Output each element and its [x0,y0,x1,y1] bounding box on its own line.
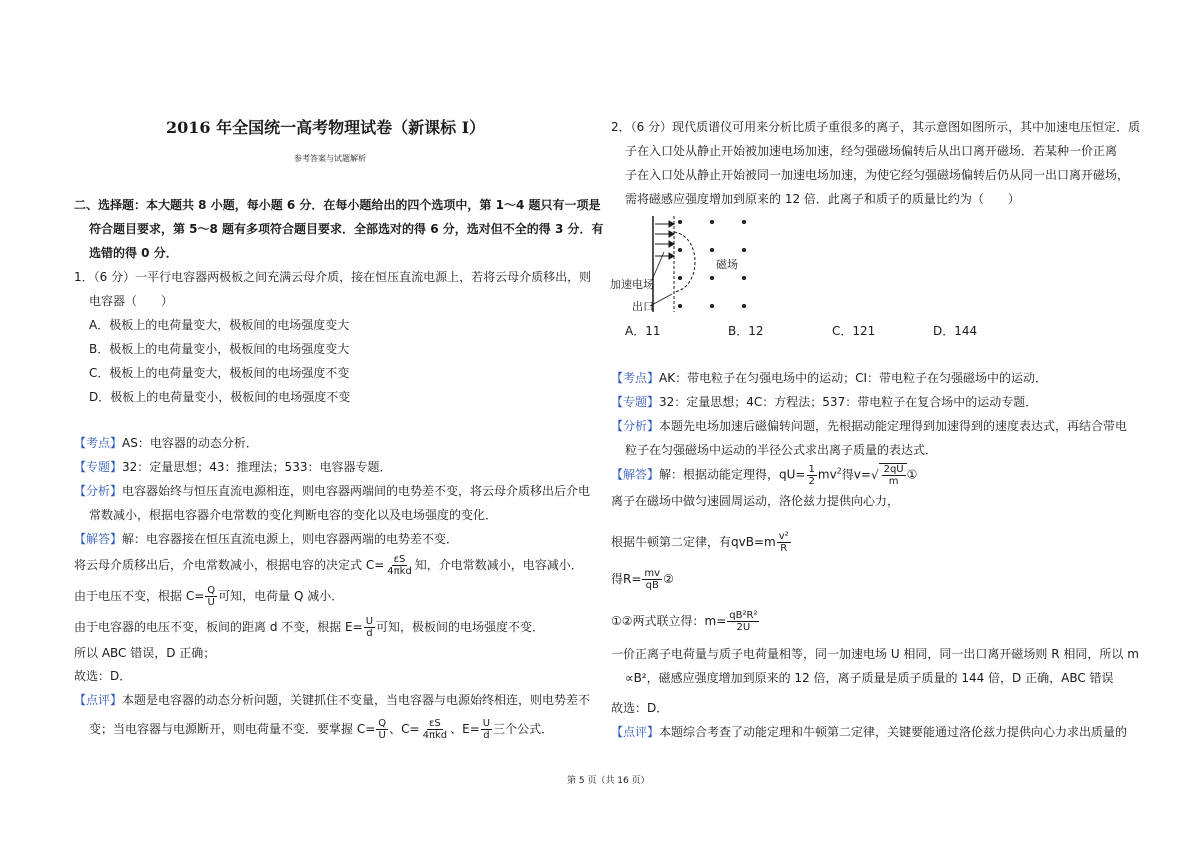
q1-fenxi [74,483,590,499]
q1-zhuanti [74,459,391,475]
jieda-tag: 【解答】 [74,532,123,546]
q1-dianping [74,692,590,708]
fenxi-text: 电容器始终与恒压直流电源相连，则电容器两端间的电势差不变，将云母介质移出后介电 [122,484,591,498]
q1-dianping-line2: 变；当电容器与电源断开，则电荷量不变．要掌握 C= $\frac{Q}{U}$ 、C= $\frac{\varepsilon S}{\text{4πkd}}$ 、E= $\frac{U}{d}$ 三个公式． [89,718,554,741]
q1-stem-line1: 1．（6 分）一平行电容器两极板之间充满云母介质，接在恒压直流电源上，若将云母介质移出，则 [74,270,592,284]
q1-stem-line2: 电容器（ ） [89,294,174,308]
field-arrows [655,221,674,259]
q2-stem-line2: 子在入口处从静止开始被加速电场加速，经匀强磁场偏转后从出口离开磁场．若某种一价正离 [625,144,1118,158]
q2-option-a: A．11 [625,324,661,338]
q2-solution-line5: ①②两式联立得：m= $\frac{\text{qB²R²}}{2U}$ [611,610,758,633]
q1-solution-line4: 所以 ABC 错误，D 正确； [74,646,216,660]
q2-dianping: 【点评】本题综合考查了动能定理和牛顿第二定律，关键要能通过洛伦兹力提供向心力求出质量的 [611,725,1128,739]
dianping-tag: 【点评】 [74,693,123,707]
label-exit: 出口 [632,300,654,313]
section-heading-line1: 二、选择题：本大题共 8 小题，每小题 6 分．在每小题给出的四个选项中，第 1～4 题只有一项是 [74,198,601,212]
u-over-d-formula: $\frac{U}{d}$ [365,616,374,639]
zhuanti-text: 32：定量思想；43：推理法；533：电容器专题． [122,460,392,474]
q2-solution-line3: 根据牛顿第二定律，有qvB=m $\frac{\text{v²}}{R}$ [611,531,789,554]
q2-fenxi-line2: 粒子在匀强磁场中运动的半径公式求出离子质量的表达式． [625,443,938,457]
q2-stem-line1: 2．（6 分）现代质谱仪可用来分析比质子重很多的离子，其示意图如图所示，其中加速电压恒定．质 [611,120,1141,134]
kaodian-text: AS：电容器的动态分析． [122,436,258,450]
q2-jieda: 【解答】解：根据动能定理得，qU= $\frac{1}{2}$ $mv^2$得v=√ $\frac{2qU}{m}$ ① [611,463,918,487]
dianping-text: 本题是电容器的动态分析问题，关键抓住不变量，当电容器与电源始终相连，则电势差不 [122,693,591,707]
q1-kaodian [74,435,258,451]
label-magnetic-field: 磁场 [716,258,738,271]
q1-answer: 故选：D． [74,669,132,683]
q1-option-c: C．极板上的电荷量变大，极板间的电场强度不变 [89,366,350,380]
q1-fenxi-line2: 常数减小，根据电容器介电常数的变化判断电容的变化以及电场强度的变化． [89,508,498,522]
q2-fenxi: 【分析】本题先电场加速后磁偏转问题，先根据动能定理得到加速得到的速度表达式，再结合带电 [611,419,1128,433]
q2-option-c: C．121 [832,324,876,338]
q2-solution-line2: 离子在磁场中做匀速圆周运动，洛伦兹力提供向心力， [611,494,900,508]
q2-answer: 故选：D． [611,701,669,715]
q2-solution-line6: 一价正离子电荷量与质子电荷量相等，同一加速电场 U 相同，同一出口离开磁场则 R 相同，所以 m [611,647,1139,661]
q1-jieda [74,531,458,547]
q2-option-d: D．144 [933,324,978,338]
q1-solution-line3: 由于电容器的电压不变，板间的距离 d 不变，根据 E= $\frac{U}{d}$ 可知，极板间的电场强度不变． [74,616,545,639]
section-heading-line3: 选错的得 0 分． [89,246,178,260]
kaodian-tag: 【考点】 [74,436,123,450]
q2-solution-line7: ∝B²，磁感应强度增加到原来的 12 倍，离子质量是质子质量的 144 倍，D 正确，ABC 错误 [625,671,1114,685]
capacitance-formula: $\frac{\varepsilon S}{\text{4πkd}}$ [387,554,412,577]
fenxi-tag: 【分析】 [74,484,123,498]
sqrt-formula: √ $\frac{2qU}{m}$ [871,463,907,487]
q2-option-b: B．12 [728,324,764,338]
page-footer: 第 5 页（共 16 页） [567,776,650,786]
jieda-text: 解：电容器接在恒压直流电源上，则电容器两端的电势差不变． [122,532,459,546]
q1-solution-line1: 将云母介质移出后，介电常数减小，根据电容的决定式 C= $\frac{\varepsilon S}{\text{4πkd}}$ 知，介电常数减小，电容减小． [74,554,583,577]
q1-option-a: A．极板上的电荷量变大，极板间的电场强度变大 [89,318,350,332]
q2-kaodian: 【考点】AK：带电粒子在匀强电场中的运动；CI：带电粒子在匀强磁场中的运动． [611,371,1048,385]
q2-stem-line4: 需将磁感应强度增加到原来的 12 倍．此离子和质子的质量比约为（ ） [625,192,1020,206]
q1-option-b: B．极板上的电荷量变小，极板间的电场强度变大 [89,342,350,356]
q2-solution-line4: 得R= $\frac{mv}{qB}$ ② [611,568,674,591]
zhuanti-tag: 【专题】 [74,460,123,474]
q2-zhuanti: 【专题】32：定量思想；4C：方程法；537：带电粒子在复合场中的运动专题． [611,395,1038,409]
q1-option-d: D．极板上的电荷量变小，极板间的电场强度不变 [89,390,351,404]
page-title: 2016 年全国统一高考物理试卷（新课标 Ⅰ） [166,118,486,137]
label-accel-field: 加速电场 [610,278,654,291]
mass-spectrometer-diagram [606,212,766,320]
q2-stem-line3: 子在入口处从静止开始被同一加速电场加速，为使它经匀强磁场偏转后仍从同一出口离开磁场， [625,168,1130,182]
trajectory-arc [674,232,695,292]
section-heading-line2: 符合题目要求，第 5～8 题有多项符合题目要求．全部选对的得 6 分，选对但不全的得 3 分．有 [89,222,604,236]
q-over-u-formula: $\frac{Q}{U}$ [207,585,216,608]
q1-solution-line2: 由于电压不变，根据 C= $\frac{Q}{U}$ 可知，电荷量 Q 减小． [74,585,344,608]
page-subtitle: 参考答案与试题解析 [294,154,366,163]
